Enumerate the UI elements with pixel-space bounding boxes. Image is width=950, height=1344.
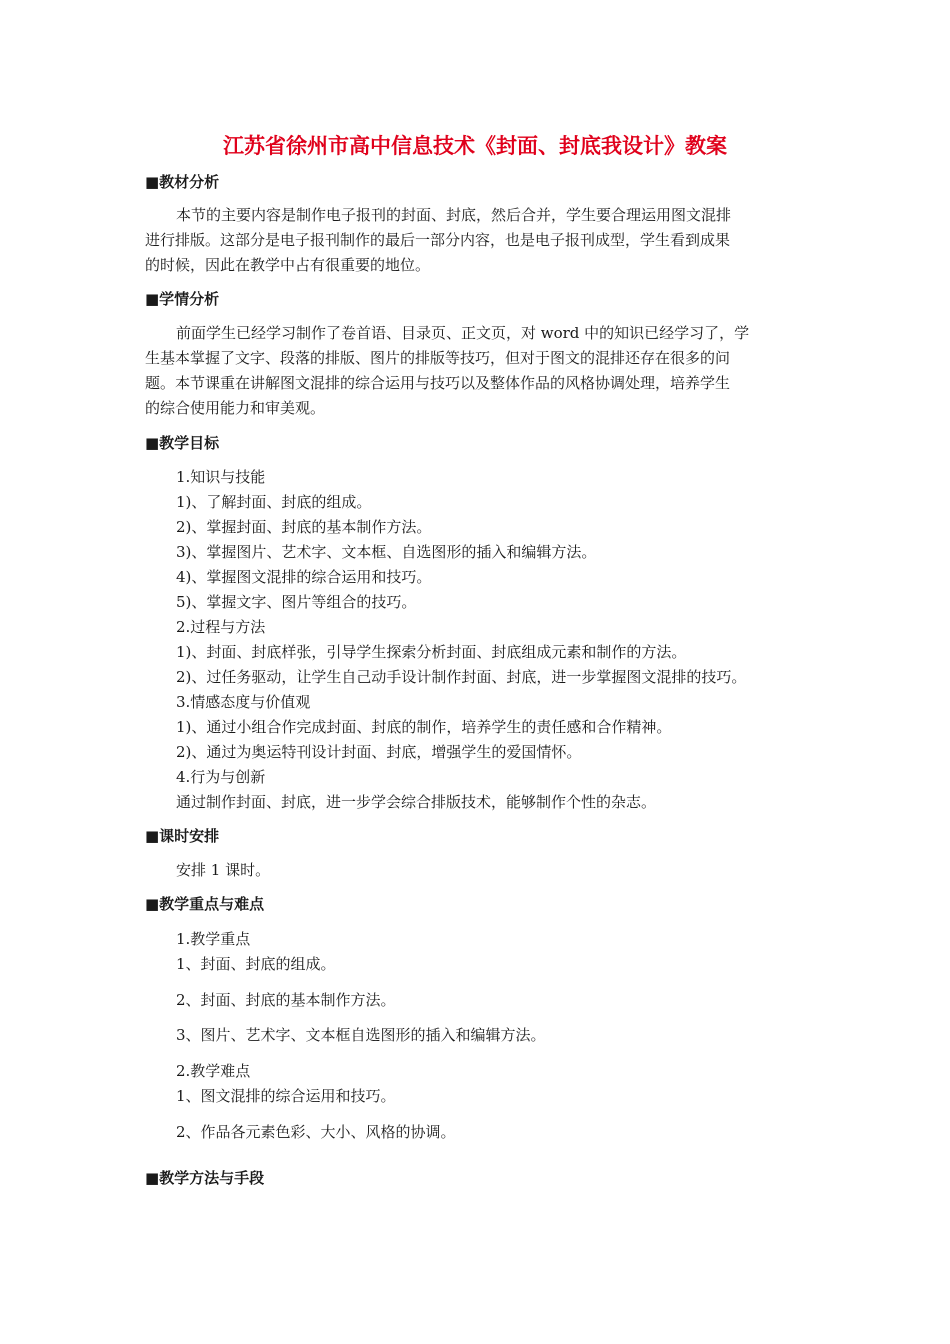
goal-item: 2)、过任务驱动，让学生自己动手设计制作封面、封底，进一步掌握图文混排的技巧。 <box>176 668 747 686</box>
paragraph-line: 安排 1 课时。 <box>176 861 271 879</box>
paragraph-line: 本节的主要内容是制作电子报刊的封面、封底，然后合并，学生要合理运用图文混排 <box>176 206 732 224</box>
goal-subheading: 4.行为与创新 <box>176 768 266 786</box>
paragraph-line: 的时候，因此在教学中占有很重要的地位。 <box>145 256 431 274</box>
goal-item: 1)、封面、封底样张，引导学生探索分析封面、封底组成元素和制作的方法。 <box>176 643 687 661</box>
key-item: 1、图文混排的综合运用和技巧。 <box>176 1087 396 1105</box>
paragraph-line: 题。本节课重在讲解图文混排的综合运用与技巧以及整体作品的风格协调处理，培养学生 <box>145 374 731 392</box>
goal-item: 3)、掌握图片、艺术字、文本框、自选图形的插入和编辑方法。 <box>176 543 597 561</box>
goal-item: 1)、了解封面、封底的组成。 <box>176 493 372 511</box>
paragraph-line: 进行排版。这部分是电子报刊制作的最后一部分内容，也是电子报刊成型，学生看到成果 <box>145 231 731 249</box>
key-subheading: 1.教学重点 <box>176 930 251 948</box>
goal-subheading: 2.过程与方法 <box>176 618 266 636</box>
paragraph-line: 的综合使用能力和审美观。 <box>145 399 326 417</box>
paragraph-line: 前面学生已经学习制作了卷首语、目录页、正文页，对 word 中的知识已经学习了，学 <box>176 324 750 342</box>
section-heading-methods: ■教学方法与手段 <box>145 1169 265 1187</box>
goal-item: 通过制作封面、封底，进一步学会综合排版技术，能够制作个性的杂志。 <box>176 793 657 811</box>
key-item: 2、作品各元素色彩、大小、风格的协调。 <box>176 1123 456 1141</box>
goal-item: 4)、掌握图文混排的综合运用和技巧。 <box>176 568 432 586</box>
section-heading-schedule: ■课时安排 <box>145 827 220 845</box>
section-heading-textbook-analysis: ■教材分析 <box>145 173 220 191</box>
section-heading-student-analysis: ■学情分析 <box>145 290 220 308</box>
key-item: 2、封面、封底的基本制作方法。 <box>176 991 396 1009</box>
section-heading-teaching-goals: ■教学目标 <box>145 434 220 452</box>
paragraph-line: 生基本掌握了文字、段落的排版、图片的排版等技巧，但对于图文的混排还存在很多的问 <box>145 349 731 367</box>
key-item: 1、封面、封底的组成。 <box>176 955 336 973</box>
goal-item: 2)、通过为奥运特刊设计封面、封底，增强学生的爱国情怀。 <box>176 743 582 761</box>
key-item: 3、图片、艺术字、文本框自选图形的插入和编辑方法。 <box>176 1026 546 1044</box>
goal-item: 5)、掌握文字、图片等组合的技巧。 <box>176 593 417 611</box>
document-title: 江苏省徐州市高中信息技术《封面、封底我设计》教案 <box>223 134 727 158</box>
goal-item: 2)、掌握封面、封底的基本制作方法。 <box>176 518 432 536</box>
key-subheading: 2.教学难点 <box>176 1062 251 1080</box>
goal-subheading: 3.情感态度与价值观 <box>176 693 311 711</box>
goal-item: 1)、通过小组合作完成封面、封底的制作，培养学生的责任感和合作精神。 <box>176 718 672 736</box>
goal-subheading: 1.知识与技能 <box>176 468 266 486</box>
section-heading-key-points: ■教学重点与难点 <box>145 895 265 913</box>
